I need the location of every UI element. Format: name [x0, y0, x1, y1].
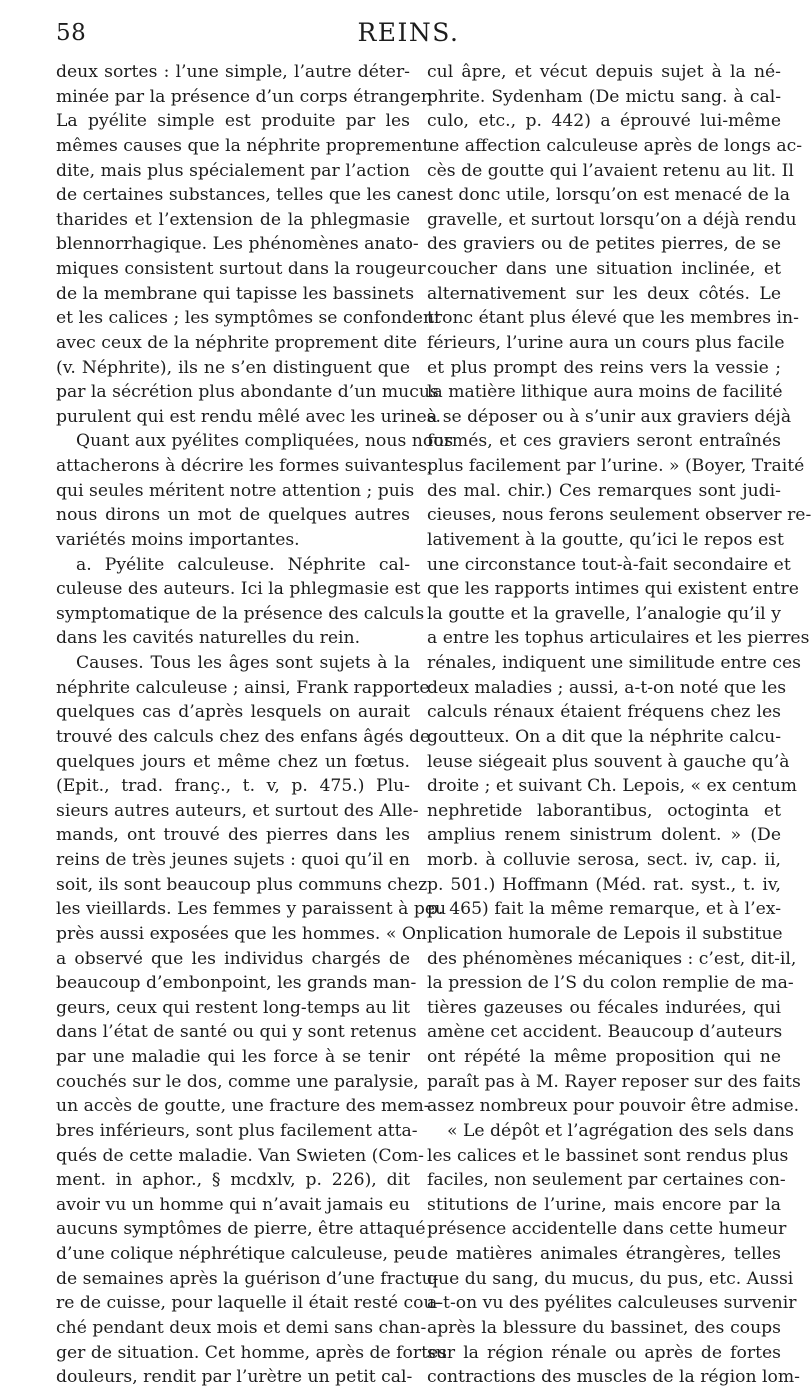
text-line: deux sortes : l’une simple, l’autre déter- [56, 62, 410, 82]
text-line: tières gazeuses ou fécales indurées, qui [427, 997, 781, 1018]
text-line: plication humorale de Lepois il substitue [427, 923, 783, 944]
text-line: miques consistent surtout dans la rougeur [56, 259, 426, 279]
text-line: assez nombreux pour pouvoir être admise. [427, 1096, 800, 1117]
text-line: paraît pas à M. Rayer reposer sur des faits [427, 1071, 801, 1092]
text-line: des graviers ou de petites pierres, de se [427, 234, 781, 255]
text-line: de la membrane qui tapisse les bassinets [56, 283, 415, 304]
text-line: droite ; et suivant Ch. Lepois, « ex centum [427, 776, 797, 797]
text-line: la pression de l’S du colon remplie de ma- [427, 973, 794, 994]
text-line: morb. à colluvie serosa, sect. iv, cap. ii, [427, 850, 781, 870]
text-line: beaucoup d’embonpoint, les grands man- [56, 973, 417, 994]
text-line: cès de goutte qui l’avaient retenu au lit. Il [427, 160, 794, 181]
text-line: avoir vu un homme qui n’avait jamais eu [56, 1194, 410, 1215]
text-line: par une maladie qui les force à se tenir [56, 1047, 410, 1067]
text-line: dite, mais plus spécialement par l’action [56, 160, 410, 181]
text-line: nephretide laborantibus, octoginta et [427, 800, 781, 821]
text-line: (v. Néphrite), ils ne s’en distinguent que [56, 357, 410, 378]
text-line: ment. in aphor., § mcdxlv, p. 226), dit [56, 1170, 410, 1191]
text-line: que du sang, du mucus, du pus, etc. Aussi [427, 1268, 794, 1289]
text-line: ont répété la même proposition qui ne [427, 1047, 781, 1067]
text-line: Quant aux pyélites compliquées, nous nous [76, 431, 454, 452]
page-number: 58 [56, 20, 87, 46]
text-line: est donc utile, lorsqu’on est menacé de la [427, 185, 791, 206]
text-line: contractions des muscles de la région lom- [427, 1367, 800, 1388]
text-line: des mal. chir.) Ces remarques sont judi- [427, 480, 781, 501]
text-line: gravelle, et surtout lorsqu’on a déjà rendu [427, 209, 797, 230]
text-line: Causes. Tous les âges sont sujets à la [76, 653, 410, 673]
text-line: variétés moins importantes. [56, 529, 300, 550]
text-line: qui seules méritent notre attention ; puis [56, 480, 415, 501]
text-line: un accès de goutte, une fracture des mem- [56, 1096, 430, 1117]
text-line: faciles, non seulement par certaines con- [427, 1170, 786, 1191]
text-line: la goutte et la gravelle, l’analogie qu’il y [427, 603, 781, 624]
text-line: formés, et ces graviers seront entraînés [427, 431, 781, 452]
text-line: calculs rénaux étaient fréquens chez les [427, 702, 781, 723]
text-line: dans l’état de santé ou qui y sont retenus [56, 1022, 417, 1043]
text-line: purulent qui est rendu mêlé avec les urines. [56, 406, 441, 427]
text-line: bres inférieurs, sont plus facilement atta- [56, 1120, 418, 1141]
text-line: culo, etc., p. 442) a éprouvé lui-même [427, 111, 781, 132]
text-line: par la sécrétion plus abondante d’un mucus [56, 382, 439, 403]
text-line: attacherons à décrire les formes suivantes, [56, 456, 433, 476]
text-line: qués de cette maladie. Van Swieten (Com- [56, 1145, 424, 1166]
text-line: blennorrhagique. Les phénomènes anato- [56, 234, 419, 255]
text-line: la matière lithique aura moins de facilité [427, 382, 783, 403]
text-line: que les rapports intimes qui existent entre [427, 579, 799, 600]
text-line: goutteux. On a dit que la néphrite calcu- [427, 726, 781, 747]
text-line: de semaines après la guérison d’une fractu- [56, 1268, 439, 1289]
text-line: une affection calculeuse après de longs ac- [427, 135, 803, 156]
text-line: tronc étant plus élevé que les membres in- [427, 308, 799, 329]
text-line: amplius renem sinistrum dolent. » (De [427, 825, 781, 846]
text-line: minée par la présence d’un corps étranger. [56, 86, 433, 107]
text-line: coucher dans une situation inclinée, et [427, 259, 781, 279]
text-line: ger de situation. Cet homme, après de fortes [56, 1342, 447, 1363]
text-line: leuse siégeait plus souvent à gauche qu’à [427, 751, 790, 772]
text-line: « Le dépôt et l’agrégation des sels dans [447, 1120, 794, 1141]
text-line: nous dirons un mot de quelques autres [56, 505, 410, 526]
text-line: deux maladies ; aussi, a-t-on noté que les [427, 677, 787, 698]
text-line: aucuns symptômes de pierre, être attaqué [56, 1219, 426, 1240]
running-title: REINS. [357, 18, 460, 47]
text-line: avec ceux de la néphrite proprement dite [56, 332, 418, 353]
text-line: présence accidentelle dans cette humeur [427, 1219, 787, 1240]
text-line: après la blessure du bassinet, des coups [427, 1317, 781, 1338]
text-line: La pyélite simple est produite par les [56, 111, 410, 132]
text-line: à se déposer ou à s’unir aux graviers déjà [427, 406, 792, 427]
text-line: quelques cas d’après lesquels on aurait [56, 702, 410, 723]
text-line: stitutions de l’urine, mais encore par la [427, 1194, 781, 1215]
text-line: p. 501.) Hoffmann (Méd. rat. syst., t. iv, [427, 874, 781, 895]
page-header [56, 14, 761, 54]
text-line: cul âpre, et vécut depuis sujet à la né- [427, 62, 781, 82]
text-line: férieurs, l’urine aura un cours plus facile [427, 332, 785, 353]
text-line: près aussi exposées que les hommes. « On [56, 923, 427, 944]
text-line: trouvé des calculs chez des enfans âgés de [56, 726, 431, 747]
text-line: et les calices ; les symptômes se confondent [56, 308, 441, 329]
text-line: quelques jours et même chez un fœtus. [56, 751, 410, 772]
text-line: ché pendant deux mois et demi sans chan- [56, 1317, 427, 1338]
left-text-column [56, 60, 454, 1390]
text-line: d’une colique néphrétique calculeuse, peu [56, 1244, 426, 1264]
text-line: des phénomènes mécaniques : c’est, dit-il, [427, 948, 797, 969]
text-line: néphrite calculeuse ; ainsi, Frank rapporte [56, 677, 430, 698]
text-line: plus facilement par l’urine. » (Boyer, Traité [427, 456, 805, 476]
text-line: et plus prompt des reins vers la vessie ; [427, 357, 781, 378]
text-line: rénales, indiquent une similitude entre ces [427, 653, 801, 673]
text-line: culeuse des auteurs. Ici la phlegmasie est [56, 579, 421, 600]
text-line: alternativement sur les deux côtés. Le [427, 283, 781, 304]
text-line: a entre les tophus articulaires et les pierres [427, 628, 810, 649]
text-line: sur la région rénale ou après de fortes [427, 1342, 781, 1363]
text-line: geurs, ceux qui restent long-temps au lit [56, 997, 411, 1018]
text-line: douleurs, rendit par l’urètre un petit cal- [56, 1367, 413, 1388]
text-line: de certaines substances, telles que les can- [56, 185, 434, 206]
text-line: symptomatique de la présence des calculs [56, 603, 425, 624]
text-line: sieurs autres auteurs, et surtout des Alle- [56, 800, 419, 821]
text-line: reins de très jeunes sujets : quoi qu’il en [56, 850, 410, 870]
text-line: cieuses, nous ferons seulement observer re- [427, 505, 811, 526]
text-line: de matières animales étrangères, telles [427, 1244, 781, 1264]
text-line: dans les cavités naturelles du rein. [56, 628, 361, 649]
text-line: les calices et le bassinet sont rendus plus [427, 1145, 789, 1166]
text-line: phrite. Sydenham (De mictu sang. à cal- [427, 86, 781, 107]
text-line: mêmes causes que la néphrite proprement [56, 135, 430, 156]
text-line: (Epit., trad. franç., t. v, p. 475.) Plu- [56, 776, 410, 797]
text-line: a observé que les individus chargés de [56, 948, 410, 969]
text-line: amène cet accident. Beaucoup d’auteurs [427, 1022, 783, 1043]
text-line: soit, ils sont beaucoup plus communs chez [56, 874, 428, 895]
text-line: a. Pyélite calculeuse. Néphrite cal- [76, 554, 410, 575]
text-line: re de cuisse, pour laquelle il était resté cou- [56, 1293, 441, 1314]
text-line: tharides et l’extension de la phlegmasie [56, 209, 410, 230]
text-line: une circonstance tout-à-fait secondaire et [427, 554, 791, 575]
text-line: a-t-on vu des pyélites calculeuses survenir [427, 1293, 797, 1314]
right-text-column [427, 60, 811, 1390]
text-line: les vieillards. Les femmes y paraissent à peu [56, 899, 447, 920]
text-line: lativement à la goutte, qu’ici le repos est [427, 529, 784, 550]
text-line: p. 465) fait la même remarque, et à l’ex- [427, 899, 781, 920]
text-line: mands, ont trouvé des pierres dans les [56, 825, 410, 846]
text-line: couchés sur le dos, comme une paralysie, [56, 1071, 419, 1092]
